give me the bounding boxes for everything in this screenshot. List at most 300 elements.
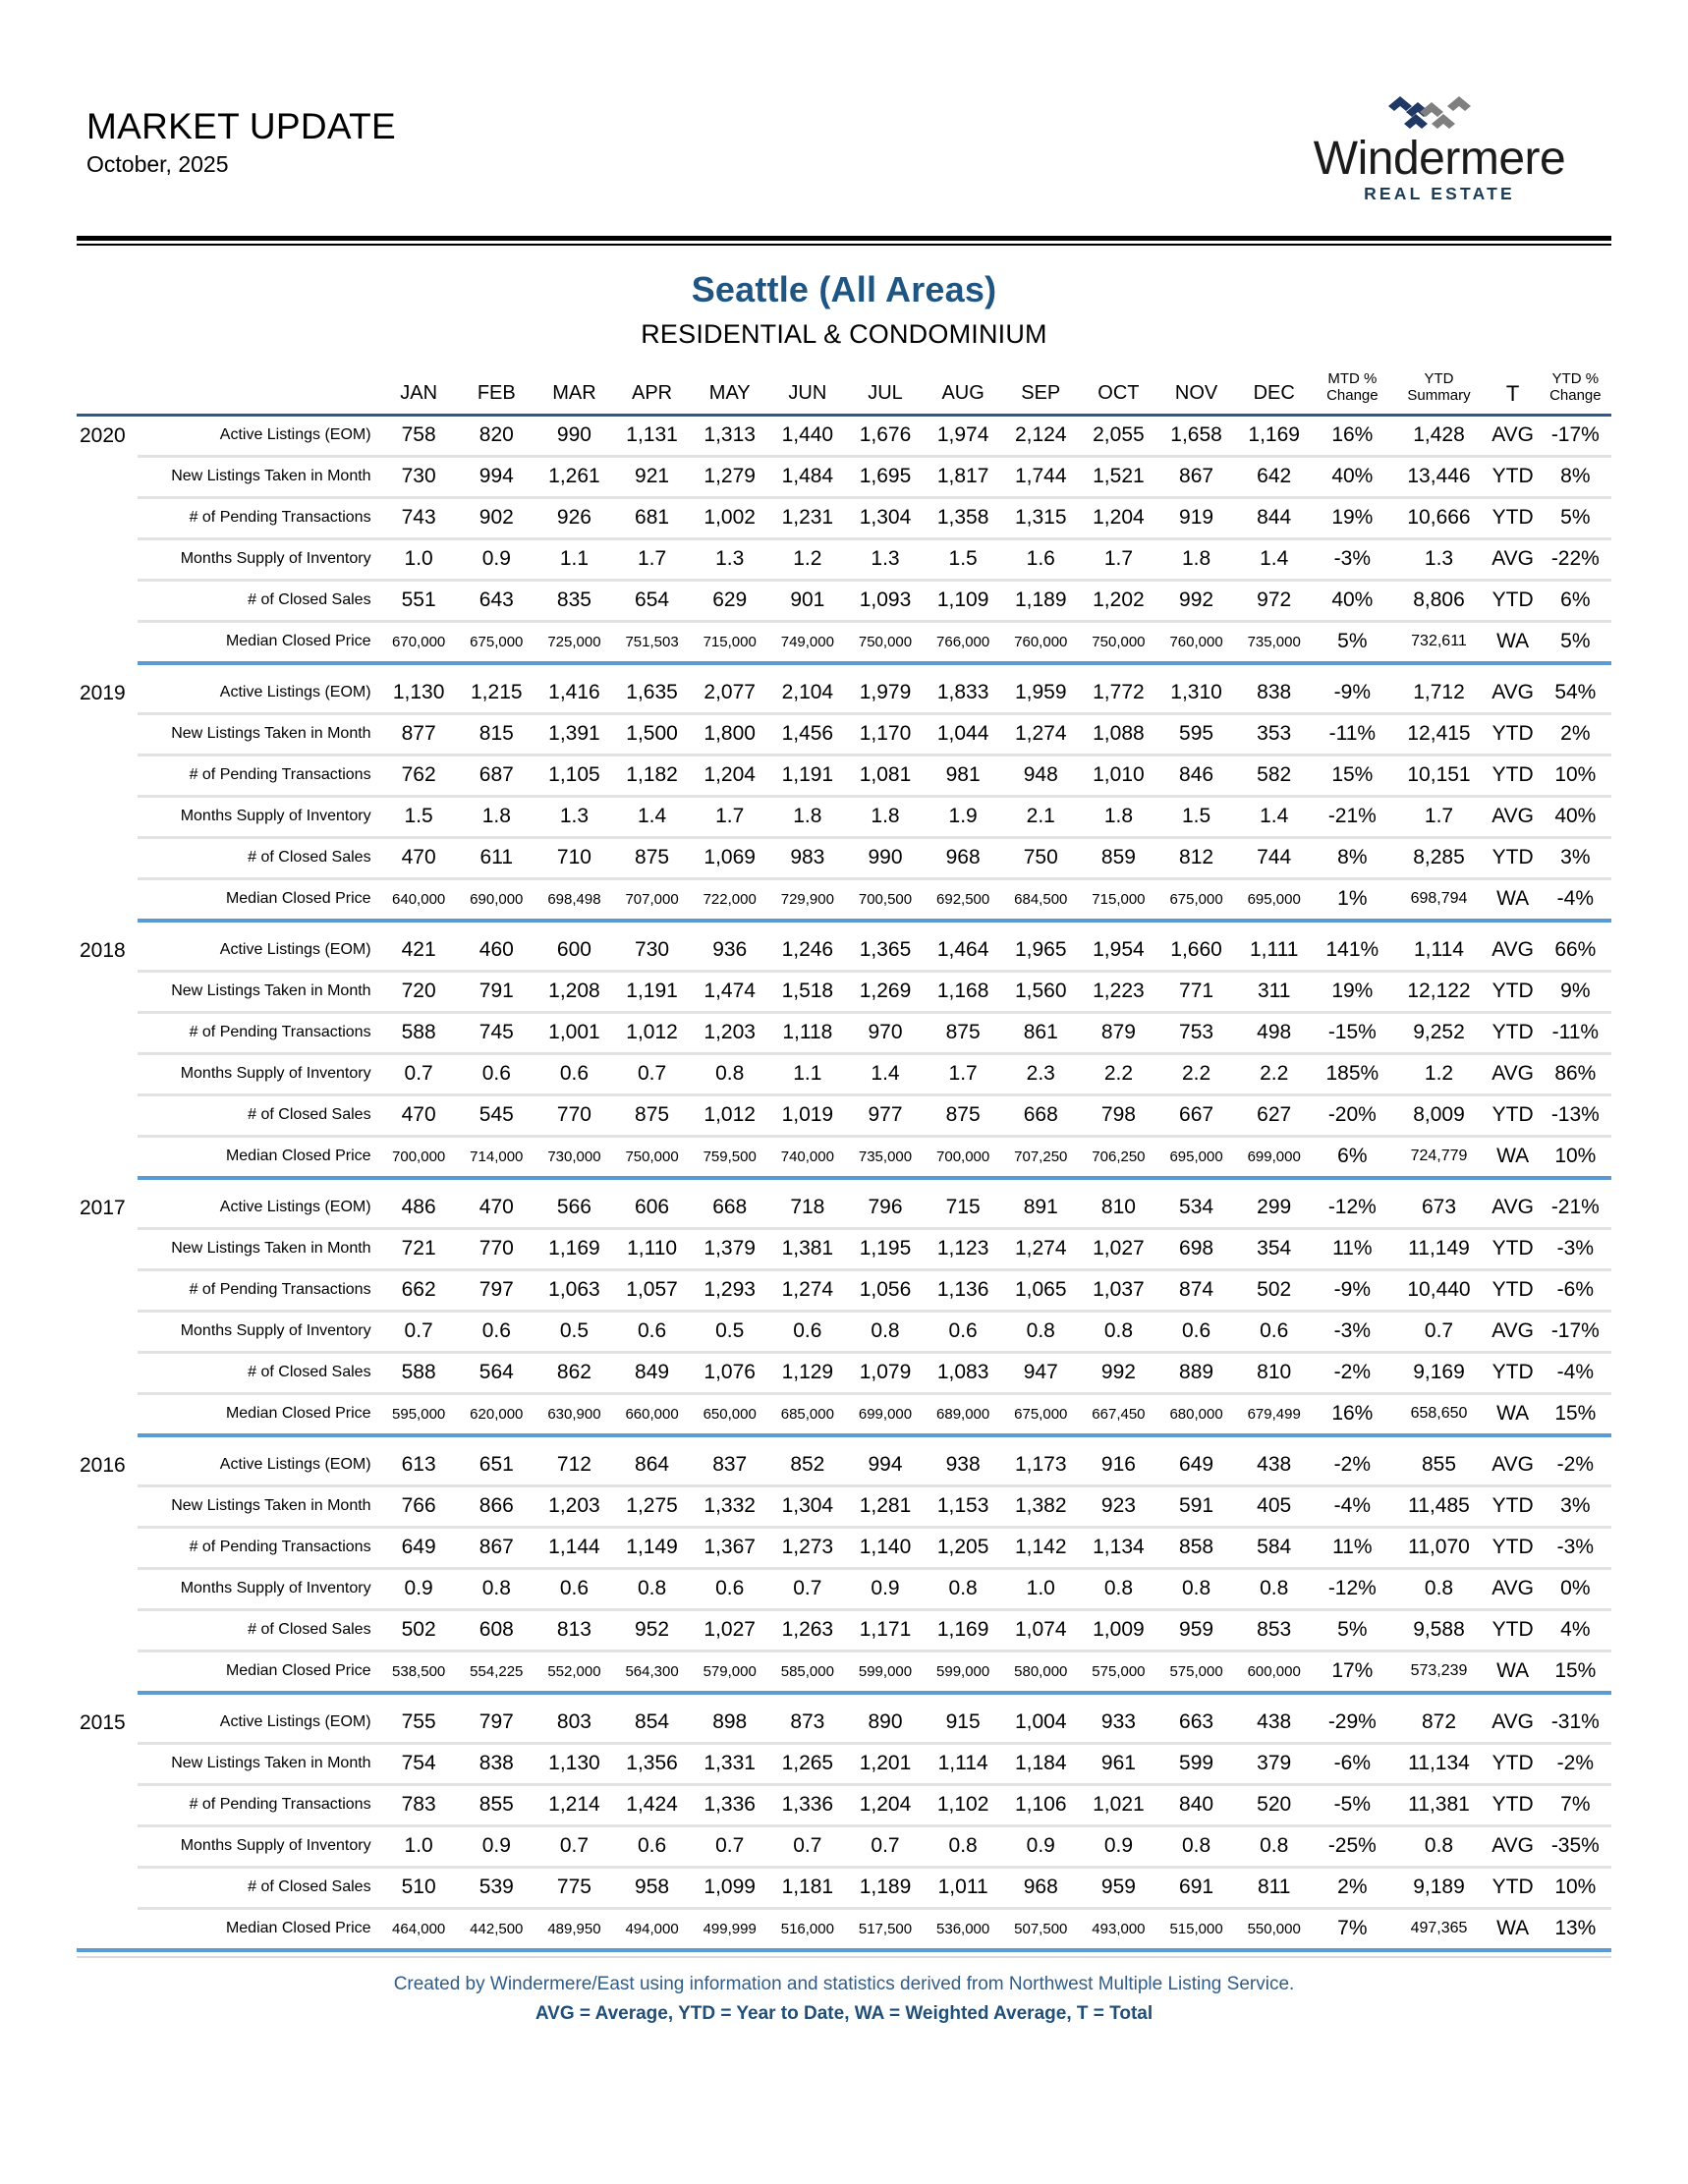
month-value-aug: 715 [925, 1189, 1002, 1229]
mtd-change-value: 17% [1331, 1659, 1374, 1683]
month-value-jun: 983 [768, 837, 846, 878]
month-value-dec: 354 [1235, 1228, 1313, 1269]
month-value-oct: 1.7 [1080, 538, 1157, 580]
month-value-feb: 714,000 [470, 1148, 524, 1165]
month-value-jul: 990 [846, 837, 924, 878]
month-value-sep: 2,124 [1002, 415, 1080, 456]
windermere-w-mark-icon [1297, 94, 1582, 138]
table-row [77, 1393, 1611, 1435]
metric-label: Active Listings (EOM) [138, 415, 379, 456]
month-value-sep: 675,000 [1014, 1405, 1068, 1423]
month-value-feb: 0.8 [458, 1568, 535, 1609]
total-type-value: WA [1496, 1145, 1530, 1168]
metric-label: Months Supply of Inventory [138, 796, 379, 837]
month-value-feb: 0.6 [458, 1311, 535, 1352]
mtd-change-value: -29% [1313, 1704, 1391, 1744]
month-value-may: 1,069 [691, 837, 768, 878]
metric-label: Median Closed Price [225, 890, 371, 908]
metric-label: New Listings Taken in Month [138, 713, 379, 755]
month-value-dec: 810 [1235, 1352, 1313, 1393]
gap-cell [77, 1180, 1611, 1189]
ytd-summary-value: 658,650 [1410, 1405, 1468, 1423]
month-value-jun: 1,518 [768, 971, 846, 1012]
month-value-dec: 695,000 [1247, 890, 1301, 908]
mtd-change-value: 16% [1313, 415, 1391, 456]
month-value-mar: 0.6 [535, 1568, 613, 1609]
month-value-dec: 299 [1235, 1189, 1313, 1229]
month-value-mar: 1,144 [535, 1527, 613, 1568]
month-value-may: 668 [691, 1189, 768, 1229]
table-row [77, 1269, 1611, 1311]
metric-label: Median Closed Price [225, 1920, 371, 1937]
ytd-pct-change-value: -13% [1540, 1094, 1611, 1136]
total-type-value: YTD [1487, 1269, 1540, 1311]
mtd-change-value: 19% [1313, 971, 1391, 1012]
month-value-may: 759,500 [703, 1148, 757, 1165]
col-header-aug: AUG [925, 371, 1002, 415]
month-value-nov: 0.6 [1157, 1311, 1235, 1352]
month-value-aug: 1.7 [925, 1053, 1002, 1094]
month-value-oct: 959 [1080, 1867, 1157, 1908]
month-value-feb: 994 [458, 456, 535, 497]
report-area-title: Seattle (All Areas) [691, 269, 997, 309]
month-value-mar: 552,000 [547, 1662, 601, 1680]
year-block-gap [77, 1437, 1611, 1446]
ytd-summary-value: 0.7 [1391, 1311, 1486, 1352]
market-stats-table [77, 371, 1611, 1948]
month-value-nov: 649 [1157, 1446, 1235, 1486]
month-value-mar: 1,214 [535, 1784, 613, 1825]
total-type-value: YTD [1487, 456, 1540, 497]
table-row [77, 497, 1611, 538]
month-value-jun: 1,019 [768, 1094, 846, 1136]
month-value-aug: 599,000 [936, 1662, 990, 1680]
month-value-aug: 938 [925, 1446, 1002, 1486]
total-type-value: AVG [1487, 1704, 1540, 1744]
month-value-sep: 1,074 [1002, 1609, 1080, 1651]
ytd-pct-change-value: 10% [1554, 1145, 1597, 1168]
month-value-mar: 698,498 [547, 890, 601, 908]
month-value-dec: 1.4 [1235, 796, 1313, 837]
month-value-sep: 1,065 [1002, 1269, 1080, 1311]
ytd-summary-value: 11,134 [1391, 1743, 1486, 1784]
month-value-sep: 580,000 [1014, 1662, 1068, 1680]
month-value-nov: 760,000 [1169, 633, 1223, 650]
month-value-apr: 1.7 [613, 538, 691, 580]
month-value-oct: 1,223 [1080, 971, 1157, 1012]
table-row [77, 755, 1611, 796]
month-value-mar: 630,900 [547, 1405, 601, 1423]
year-cell-empty [77, 755, 138, 796]
col-header-jul: JUL [846, 371, 924, 415]
gap-cell [77, 923, 1611, 931]
month-value-dec: 582 [1235, 755, 1313, 796]
ytd-pct-change-value: -3% [1540, 1228, 1611, 1269]
month-value-jun: 585,000 [780, 1662, 834, 1680]
ytd-pct-change-value: -2% [1540, 1446, 1611, 1486]
month-value-sep: 1.6 [1002, 538, 1080, 580]
table-bottom-rule-secondary [77, 1956, 1611, 1958]
ytdpct-header-line1: YTD % [1551, 370, 1600, 387]
month-value-feb: 1,215 [458, 674, 535, 714]
month-value-sep: 1,965 [1002, 931, 1080, 972]
metric-label: Months Supply of Inventory [138, 1053, 379, 1094]
mtd-change-value: 7% [1337, 1917, 1368, 1940]
month-value-dec: 438 [1235, 1704, 1313, 1744]
year-cell-empty [77, 1228, 138, 1269]
year-label: 2020 [80, 423, 126, 447]
month-value-jul: 796 [846, 1189, 924, 1229]
ytd-summary-value: 12,122 [1391, 971, 1486, 1012]
month-value-mar: 1,261 [535, 456, 613, 497]
month-value-nov: 867 [1157, 456, 1235, 497]
mtd-change-value: 1% [1337, 887, 1368, 911]
month-value-jul: 0.9 [846, 1568, 924, 1609]
month-value-sep: 707,250 [1014, 1148, 1068, 1165]
month-value-oct: 1,954 [1080, 931, 1157, 972]
month-value-jul: 1.8 [846, 796, 924, 837]
month-value-oct: 1,772 [1080, 674, 1157, 714]
month-value-nov: 858 [1157, 1527, 1235, 1568]
month-value-dec: 502 [1235, 1269, 1313, 1311]
month-value-jun: 1,484 [768, 456, 846, 497]
ytd-pct-change-value: 40% [1540, 796, 1611, 837]
year-cell-empty [77, 1053, 138, 1094]
metric-label: # of Closed Sales [138, 1867, 379, 1908]
month-value-dec: 0.8 [1235, 1825, 1313, 1867]
month-value-dec: 379 [1235, 1743, 1313, 1784]
month-value-aug: 1,358 [925, 497, 1002, 538]
page-header [77, 0, 1611, 226]
month-value-aug: 1,109 [925, 580, 1002, 621]
ytd-summary-value: 9,252 [1391, 1012, 1486, 1053]
month-value-nov: 1.5 [1157, 796, 1235, 837]
year-cell-empty [77, 1609, 138, 1651]
year-cell-empty [77, 456, 138, 497]
table-body [77, 415, 1611, 1948]
mtd-change-value: -21% [1313, 796, 1391, 837]
month-value-jan: 649 [380, 1527, 458, 1568]
mtd-change-value: 19% [1313, 497, 1391, 538]
year-label: 2018 [80, 938, 126, 962]
month-value-dec: 699,000 [1247, 1148, 1301, 1165]
month-value-apr: 564,300 [625, 1662, 679, 1680]
total-type-value: AVG [1487, 1053, 1540, 1094]
month-value-oct: 1,204 [1080, 497, 1157, 538]
month-value-may: 1,076 [691, 1352, 768, 1393]
month-value-may: 722,000 [703, 890, 757, 908]
ytd-pct-change-value: 10% [1540, 755, 1611, 796]
month-value-nov: 846 [1157, 755, 1235, 796]
month-value-jun: 1,381 [768, 1228, 846, 1269]
month-value-jan: 595,000 [392, 1405, 446, 1423]
month-value-sep: 1,315 [1002, 497, 1080, 538]
col-header-feb: FEB [458, 371, 535, 415]
month-value-sep: 2.1 [1002, 796, 1080, 837]
month-value-jul: 750,000 [858, 633, 913, 650]
ytd-pct-change-value: -21% [1540, 1189, 1611, 1229]
month-value-may: 2,077 [691, 674, 768, 714]
col-header-metric [138, 371, 379, 415]
month-value-feb: 690,000 [470, 890, 524, 908]
metric-label: Median Closed Price [225, 633, 371, 650]
table-header [77, 371, 1611, 415]
month-value-feb: 902 [458, 497, 535, 538]
month-value-jul: 1,695 [846, 456, 924, 497]
month-value-aug: 1,011 [925, 1867, 1002, 1908]
total-type-value: YTD [1487, 1094, 1540, 1136]
ytd-summary-value: 12,415 [1391, 713, 1486, 755]
month-value-apr: 1,275 [613, 1485, 691, 1527]
brand-tagline: REAL ESTATE [1364, 184, 1515, 203]
month-value-jul: 1,171 [846, 1609, 924, 1651]
gap-cell [77, 1437, 1611, 1446]
table-row [77, 1228, 1611, 1269]
month-value-jan: 758 [380, 415, 458, 456]
month-value-mar: 990 [535, 415, 613, 456]
col-header-nov: NOV [1157, 371, 1235, 415]
total-type-value: YTD [1487, 580, 1540, 621]
metric-label: Months Supply of Inventory [138, 1825, 379, 1867]
month-value-oct: 0.8 [1080, 1568, 1157, 1609]
year-cell-empty [77, 713, 138, 755]
month-value-nov: 919 [1157, 497, 1235, 538]
ytd-pct-change-value: -22% [1540, 538, 1611, 580]
ytd-pct-change-value: 2% [1540, 713, 1611, 755]
month-value-sep: 1,189 [1002, 580, 1080, 621]
month-value-jun: 1,273 [768, 1527, 846, 1568]
metric-label: New Listings Taken in Month [138, 971, 379, 1012]
mtd-change-value: -15% [1313, 1012, 1391, 1053]
table-row [77, 1568, 1611, 1609]
month-value-jun: 1,191 [768, 755, 846, 796]
year-cell-empty [77, 878, 138, 921]
month-value-jun: 1,263 [768, 1609, 846, 1651]
col-header-jan: JAN [380, 371, 458, 415]
metric-label: # of Pending Transactions [138, 1784, 379, 1825]
month-value-apr: 1,131 [613, 415, 691, 456]
year-cell-empty [77, 837, 138, 878]
ytd-summary-value: 573,239 [1410, 1662, 1468, 1680]
month-value-aug: 0.6 [925, 1311, 1002, 1352]
month-value-may: 1,379 [691, 1228, 768, 1269]
mtd-change-value: -9% [1313, 674, 1391, 714]
month-value-may: 579,000 [703, 1662, 757, 1680]
month-value-sep: 947 [1002, 1352, 1080, 1393]
col-header-ytd-pct-change [1540, 371, 1611, 415]
total-type-value: AVG [1487, 538, 1540, 580]
month-value-feb: 611 [458, 837, 535, 878]
month-value-nov: 667 [1157, 1094, 1235, 1136]
month-value-jun: 685,000 [780, 1405, 834, 1423]
month-value-sep: 1,173 [1002, 1446, 1080, 1486]
month-value-jul: 1,269 [846, 971, 924, 1012]
month-value-nov: 1,660 [1157, 931, 1235, 972]
month-value-jul: 1,304 [846, 497, 924, 538]
month-value-jun: 516,000 [780, 1920, 834, 1937]
table-row [77, 1825, 1611, 1867]
total-type-value: YTD [1487, 1485, 1540, 1527]
metric-label: # of Closed Sales [138, 1609, 379, 1651]
month-value-may: 1,331 [691, 1743, 768, 1784]
month-value-feb: 797 [458, 1269, 535, 1311]
month-value-jun: 2,104 [768, 674, 846, 714]
month-value-sep: 1,106 [1002, 1784, 1080, 1825]
month-value-feb: 643 [458, 580, 535, 621]
table-row [77, 1609, 1611, 1651]
month-value-jan: 730 [380, 456, 458, 497]
month-value-feb: 866 [458, 1485, 535, 1527]
month-value-apr: 958 [613, 1867, 691, 1908]
month-value-nov: 889 [1157, 1352, 1235, 1393]
month-value-may: 0.5 [691, 1311, 768, 1352]
total-type-value: YTD [1487, 1743, 1540, 1784]
month-value-dec: 600,000 [1247, 1662, 1301, 1680]
month-value-oct: 2.2 [1080, 1053, 1157, 1094]
total-type-value: YTD [1487, 1609, 1540, 1651]
month-value-apr: 1,500 [613, 713, 691, 755]
total-type-value: YTD [1487, 1012, 1540, 1053]
month-value-jun: 1,129 [768, 1352, 846, 1393]
month-value-may: 0.8 [691, 1053, 768, 1094]
month-value-sep: 1,560 [1002, 971, 1080, 1012]
total-type-value: WA [1496, 630, 1530, 653]
month-value-mar: 803 [535, 1704, 613, 1744]
ytd-summary-value: 673 [1391, 1189, 1486, 1229]
month-value-jan: 470 [380, 1094, 458, 1136]
month-value-mar: 710 [535, 837, 613, 878]
total-type-value: YTD [1487, 1784, 1540, 1825]
month-value-oct: 933 [1080, 1704, 1157, 1744]
month-value-nov: 675,000 [1169, 890, 1223, 908]
month-value-sep: 760,000 [1014, 633, 1068, 650]
table-row [77, 580, 1611, 621]
ytd-pct-change-value: 3% [1540, 837, 1611, 878]
mtd-change-value: -6% [1313, 1743, 1391, 1784]
total-type-value: AVG [1487, 1825, 1540, 1867]
table-row [77, 456, 1611, 497]
month-value-feb: 554,225 [470, 1662, 524, 1680]
ytd-pct-change-value: 10% [1540, 1867, 1611, 1908]
ytd-summary-value: 0.8 [1391, 1825, 1486, 1867]
month-value-aug: 0.8 [925, 1568, 1002, 1609]
month-value-jan: 783 [380, 1784, 458, 1825]
month-value-jul: 1,195 [846, 1228, 924, 1269]
month-value-sep: 0.9 [1002, 1825, 1080, 1867]
month-value-dec: 2.2 [1235, 1053, 1313, 1094]
ytd-summary-value: 10,440 [1391, 1269, 1486, 1311]
month-value-jan: 743 [380, 497, 458, 538]
month-value-jan: 754 [380, 1743, 458, 1784]
month-value-jul: 970 [846, 1012, 924, 1053]
month-value-feb: 675,000 [470, 633, 524, 650]
ytd-pct-change-value: -2% [1540, 1743, 1611, 1784]
month-value-apr: 0.6 [613, 1311, 691, 1352]
month-value-dec: 853 [1235, 1609, 1313, 1651]
month-value-oct: 798 [1080, 1094, 1157, 1136]
col-header-total-type: T [1487, 371, 1540, 415]
table-row [77, 971, 1611, 1012]
month-value-feb: 470 [458, 1189, 535, 1229]
month-value-may: 1,012 [691, 1094, 768, 1136]
table-row [77, 1446, 1611, 1486]
month-value-jul: 1,676 [846, 415, 924, 456]
month-value-nov: 595 [1157, 713, 1235, 755]
col-header-dec: DEC [1235, 371, 1313, 415]
ytd-pct-change-value: -11% [1540, 1012, 1611, 1053]
month-value-aug: 1,974 [925, 415, 1002, 456]
month-value-oct: 667,450 [1092, 1405, 1146, 1423]
total-type-value: YTD [1487, 1228, 1540, 1269]
month-value-jul: 890 [846, 1704, 924, 1744]
month-value-mar: 0.6 [535, 1053, 613, 1094]
month-value-aug: 1,114 [925, 1743, 1002, 1784]
year-cell-empty [77, 1136, 138, 1178]
month-value-jun: 1,456 [768, 713, 846, 755]
ytd-summary-value: 11,070 [1391, 1527, 1486, 1568]
ytd-pct-change-value: 0% [1540, 1568, 1611, 1609]
month-value-apr: 1,635 [613, 674, 691, 714]
month-value-apr: 1,012 [613, 1012, 691, 1053]
metric-label: # of Pending Transactions [138, 1012, 379, 1053]
month-value-jul: 517,500 [858, 1920, 913, 1937]
mtd-change-value: 141% [1313, 931, 1391, 972]
gap-cell [77, 1695, 1611, 1704]
month-value-jan: 538,500 [392, 1662, 446, 1680]
year-cell-empty [77, 1527, 138, 1568]
ytd-summary-value: 11,381 [1391, 1784, 1486, 1825]
mtd-change-value: 16% [1331, 1402, 1374, 1426]
month-value-jan: 0.9 [380, 1568, 458, 1609]
month-value-feb: 855 [458, 1784, 535, 1825]
page-title: MARKET UPDATE [86, 106, 397, 146]
metric-label: Active Listings (EOM) [138, 674, 379, 714]
year-block-gap [77, 923, 1611, 931]
month-value-oct: 0.9 [1080, 1825, 1157, 1867]
header-left [86, 108, 396, 176]
year-cell-empty [77, 1393, 138, 1435]
month-value-aug: 766,000 [936, 633, 990, 650]
month-value-apr: 854 [613, 1704, 691, 1744]
month-value-feb: 442,500 [470, 1920, 524, 1937]
ytd-summary-value: 11,485 [1391, 1485, 1486, 1527]
total-type-value: YTD [1487, 1867, 1540, 1908]
month-value-dec: 0.6 [1235, 1311, 1313, 1352]
ytd-pct-change-value: -17% [1540, 415, 1611, 456]
month-value-jan: 588 [380, 1352, 458, 1393]
year-label: 2019 [80, 681, 126, 704]
month-value-may: 1,474 [691, 971, 768, 1012]
month-value-feb: 1.8 [458, 796, 535, 837]
table-row [77, 1651, 1611, 1693]
month-value-mar: 862 [535, 1352, 613, 1393]
month-value-sep: 0.8 [1002, 1311, 1080, 1352]
brand-logo [1297, 94, 1582, 204]
metric-label: New Listings Taken in Month [138, 456, 379, 497]
col-header-mtd-change [1313, 371, 1391, 415]
ytd-pct-change-value: 54% [1540, 674, 1611, 714]
month-value-jan: 0.7 [380, 1311, 458, 1352]
month-value-jan: 1.0 [380, 1825, 458, 1867]
month-value-may: 0.6 [691, 1568, 768, 1609]
month-value-jan: 877 [380, 713, 458, 755]
month-value-oct: 750,000 [1092, 633, 1146, 650]
month-value-apr: 875 [613, 837, 691, 878]
month-value-jun: 718 [768, 1189, 846, 1229]
ytd-summary-value: 1.3 [1391, 538, 1486, 580]
mtd-change-value: 5% [1337, 630, 1368, 653]
month-value-sep: 684,500 [1014, 890, 1068, 908]
